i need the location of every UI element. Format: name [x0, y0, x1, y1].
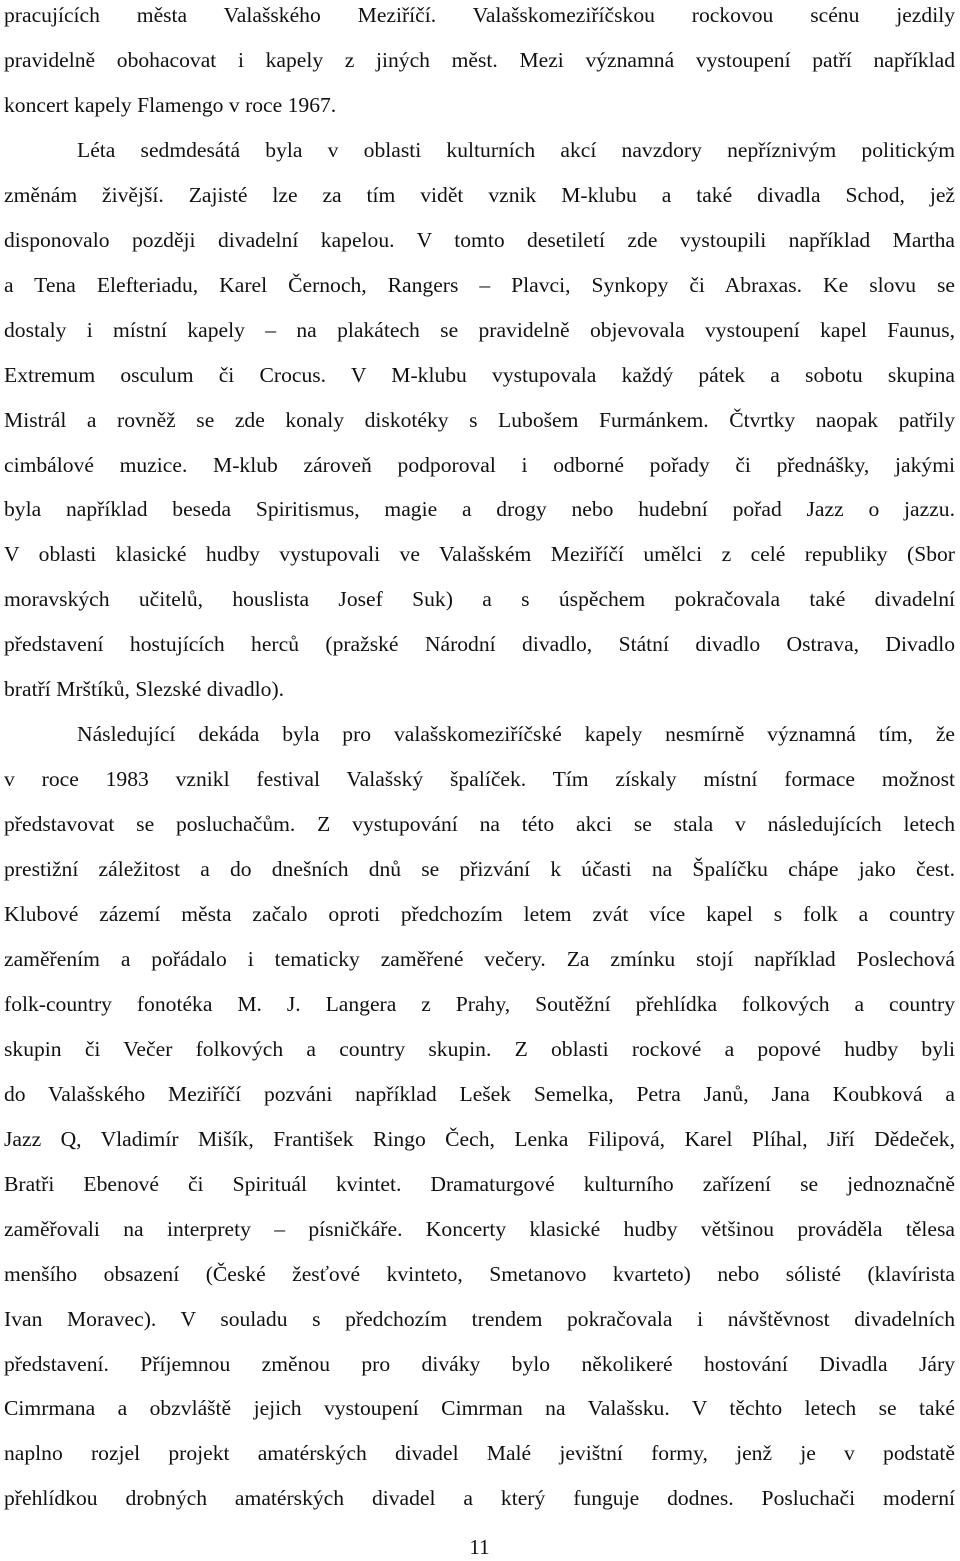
text-line: moravských učitelů, houslista Josef Suk) a s úspěchem pokračovala také divadelní: [4, 587, 955, 612]
text-line: bratří Mrštíků, Slezské divadlo).: [4, 677, 285, 702]
text-line: představovat se posluchačům. Z vystupování na této akci se stala v následujících letech: [4, 812, 955, 837]
text-line: Cimrmana a obzvláště jejich vystoupení Cimrman na Valašsku. V těchto letech se také: [4, 1396, 955, 1421]
text-line: dostaly i místní kapely – na plakátech se pravidelně objevovala vystoupení kapel Faunus,: [4, 317, 955, 342]
text-line: disponovalo později divadelní kapelou. V tomto desetiletí zde vystoupili například Martha: [4, 227, 955, 252]
text-line: Jazz Q, Vladimír Mišík, František Ringo Čech, Lenka Filipová, Karel Plíhal, Jiří Dědeček,: [4, 1126, 955, 1151]
text-line: Mistrál a rovněž se zde konaly diskotéky s Lubošem Furmánkem. Čtvrtky naopak patřily: [4, 407, 955, 432]
text-line: Klubové zázemí města začalo oproti předchozím letem zvát více kapel s folk a country: [4, 902, 955, 926]
text-line: naplno rozjel projekt amatérských divadel Malé jevištní formy, jenž je v podstatě: [4, 1441, 955, 1466]
text-line: koncert kapely Flamengo v roce 1967.: [4, 92, 337, 117]
text-line: folk-country fonotéka M. J. Langera z Prahy, Soutěžní přehlídka folkových a country: [4, 991, 955, 1016]
text-line: v roce 1983 vznikl festival Valašský špalíček. Tím získaly místní formace možnost: [4, 767, 955, 792]
text-line: Léta sedmdesátá byla v oblasti kulturních akcí navzdory nepříznivým politickým: [77, 137, 955, 162]
document-page: [4, 0, 955, 1561]
text-line: Extremum osculum či Crocus. V M-klubu vystupovala každý pátek a sobotu skupina: [4, 362, 955, 387]
text-line: pracujících města Valašského Meziříčí. Valašskomeziříčskou rockovou scénu jezdily: [4, 3, 955, 27]
text-line: Následující dekáda byla pro valašskomeziříčské kapely nesmírně významná tím, že: [77, 722, 955, 747]
text-line: přehlídkou drobných amatérských divadel a který funguje dodnes. Posluchači moderní: [4, 1486, 955, 1511]
text-line: Ivan Moravec). V souladu s předchozím trendem pokračovala i návštěvnost divadelních: [4, 1306, 955, 1331]
text-line: Bratři Ebenové či Spirituál kvintet. Dramaturgové kulturního zařízení se jednoznačně: [4, 1171, 955, 1196]
text-line: představení hostujících herců (pražské Národní divadlo, Státní divadlo Ostrava, Divadlo: [4, 632, 955, 657]
page-number: 11: [469, 1535, 490, 1559]
text-line: představení. Příjemnou změnou pro diváky bylo několikeré hostování Divadla Járy: [4, 1351, 955, 1376]
text-line: cimbálové muzice. M-klub zároveň podporoval i odborné pořady či přednášky, jakými: [4, 452, 955, 477]
text-line: V oblasti klasické hudby vystupovali ve Valašském Meziříčí umělci z celé republiky (Sbor: [4, 542, 955, 567]
text-line: byla například beseda Spiritismus, magie a drogy nebo hudební pořad Jazz o jazzu.: [4, 497, 955, 522]
text-line: do Valašského Meziříčí pozváni například Lešek Semelka, Petra Janů, Jana Koubková a: [4, 1081, 955, 1106]
text-line: prestižní záležitost a do dnešních dnů se přizvání k účasti na Špalíčku chápe jako čest.: [4, 857, 955, 882]
text-line: změnám živější. Zajisté lze za tím vidět vznik M-klubu a také divadla Schod, jež: [4, 182, 955, 207]
text-line: zaměřovali na interprety – písničkáře. Koncerty klasické hudby většinou prováděla tělesa: [4, 1216, 955, 1241]
text-line: zaměřením a pořádalo i tematicky zaměřené večery. Za zmínku stojí například Poslechová: [4, 946, 955, 971]
text-line: menšího obsazení (České žesťové kvinteto, Smetanovo kvarteto) nebo sólisté (klavírista: [4, 1261, 955, 1286]
text-line: a Tena Elefteriadu, Karel Černoch, Rangers – Plavci, Synkopy či Abraxas. Ke slovu se: [4, 272, 955, 297]
text-line: pravidelně obohacovat i kapely z jiných měst. Mezi významná vystoupení patří například: [4, 47, 955, 72]
text-line: skupin či Večer folkových a country skupin. Z oblasti rockové a popové hudby byli: [4, 1036, 955, 1061]
